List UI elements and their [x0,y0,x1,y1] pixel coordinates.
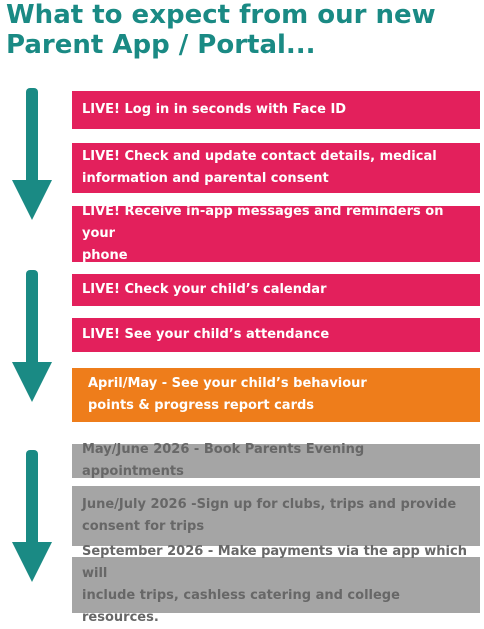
feature-clubs-trips [72,486,480,546]
page-title [6,0,476,60]
down-arrow-icon [12,270,52,404]
down-arrow-icon [12,88,52,222]
feature-text-line-2: consent for trips [82,519,205,534]
feature-text-line-1: LIVE! Check and update contact details, medical [82,149,437,164]
feature-text: LIVE! Check your child’s calendar [82,282,327,297]
title-line-2: Parent App / Portal... [6,30,316,60]
feature-calendar [72,274,480,306]
down-arrow-icon [12,450,52,584]
feature-text-line-1: June/July 2026 -Sign up for clubs, trips and provide [82,497,457,512]
feature-face-id [72,91,480,129]
feature-text-line-1: April/May - See your child’s behaviour [88,376,367,391]
feature-parents-evening [72,444,480,478]
feature-text-line-2: phone [82,248,128,263]
feature-payments [72,544,480,625]
feature-text-line-1: September 2026 - Make payments via the app which will [82,544,467,581]
feature-behaviour [72,368,480,422]
feature-text-line-1: LIVE! Receive in-app messages and reminders on your [82,204,444,241]
feature-text-line-2: information and parental consent [82,171,329,186]
feature-text: LIVE! Log in in seconds with Face ID [82,102,347,117]
feature-text: LIVE! See your child’s attendance [82,327,330,342]
feature-text: May/June 2026 - Book Parents Evening appointments [82,442,365,479]
title-line-1: What to expect from our new [6,0,436,30]
feature-messages [72,206,480,262]
feature-attendance [72,318,480,352]
feature-text-line-2: include trips, cashless catering and college resources. [82,588,400,625]
feature-contact-details [72,143,480,193]
feature-text-line-2: points & progress report cards [88,398,315,413]
